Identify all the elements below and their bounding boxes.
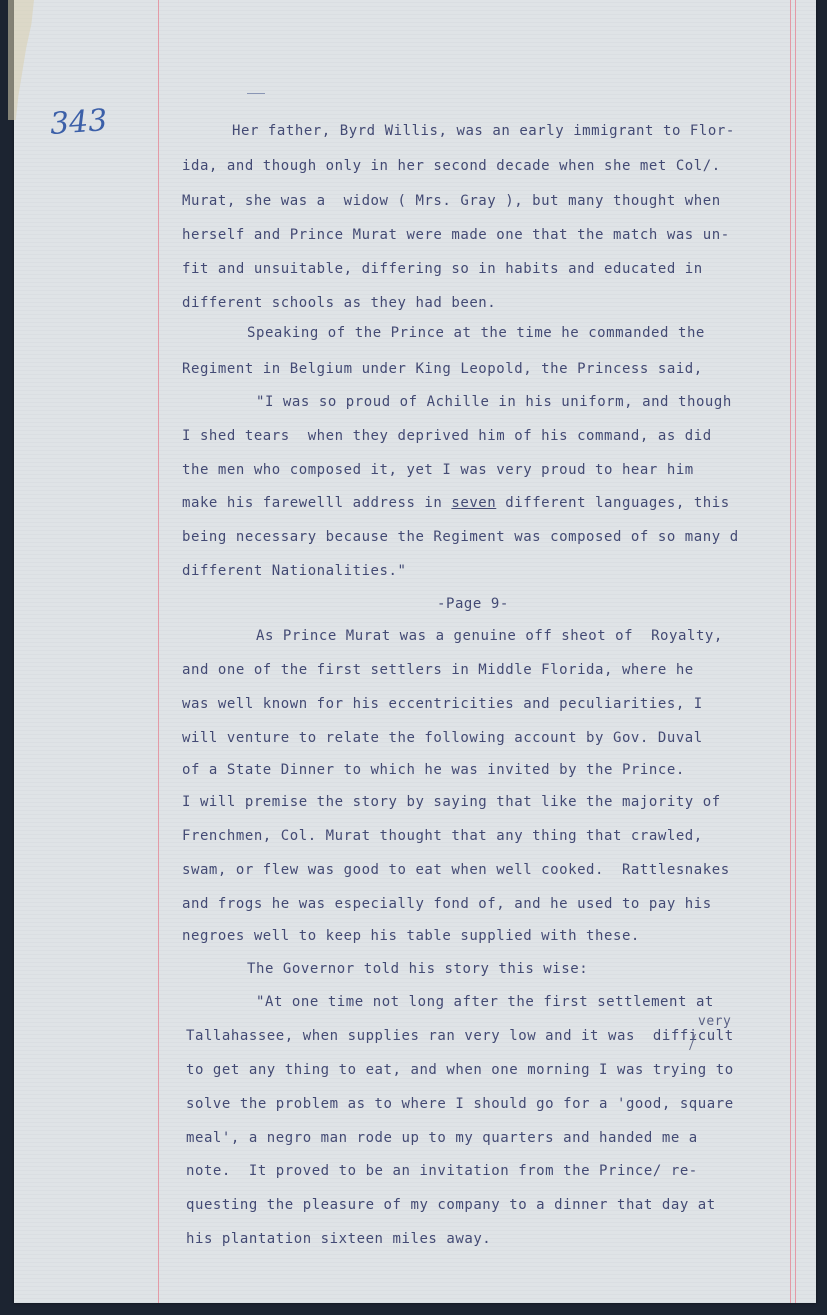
text-line: Speaking of the Prince at the time he commanded the [247, 325, 705, 341]
text-line: meal', a negro man rode up to my quarters and handed me a [186, 1130, 698, 1146]
text-line: fit and unsuitable, differing so in habits and educated in [182, 261, 703, 277]
right-margin-line [790, 0, 791, 1303]
text-line: swam, or flew was good to eat when well cooked. Rattlesnakes [182, 862, 730, 878]
text-line: and frogs he was especially fond of, and he used to pay his [182, 896, 712, 912]
text-line: was well known for his eccentricities and peculiarities, I [182, 696, 703, 712]
text-line [182, 495, 730, 511]
text-line: "At one time not long after the first settlement at [256, 994, 714, 1010]
text-line: different Nationalities." [182, 563, 407, 579]
text-line: the men who composed it, yet I was very proud to hear him [182, 462, 694, 478]
text-line: negroes well to keep his table supplied with these. [182, 928, 640, 944]
text-line: The Governor told his story this wise: [247, 961, 589, 977]
top-dash [247, 93, 265, 94]
text-line: I shed tears when they deprived him of his command, as did [182, 428, 712, 444]
text-line: herself and Prince Murat were made one that the match was un- [182, 227, 730, 243]
text-segment: make his farewelll address in [182, 495, 452, 511]
text-line: As Prince Murat was a genuine off sheot of Royalty, [256, 628, 723, 644]
underlined-word: seven [451, 495, 497, 511]
torn-edge [8, 0, 34, 120]
text-line: different schools as they had been. [182, 295, 497, 311]
text-segment: different languages, this [496, 495, 730, 511]
text-line: note. It proved to be an invitation from the Prince/ re- [186, 1163, 698, 1179]
text-line: of a State Dinner to which he was invited by the Prince. [182, 762, 685, 778]
text-line: will venture to relate the following account by Gov. Duval [182, 730, 703, 746]
text-line: Tallahassee, when supplies ran very low and it was difficult [186, 1028, 734, 1044]
handwritten-insertion: very [698, 1014, 732, 1029]
text-line: and one of the first settlers in Middle Florida, where he [182, 662, 694, 678]
text-line: -Page 9- [437, 596, 509, 612]
page-number: 343 [48, 103, 109, 142]
text-line: ida, and though only in her second decade when she met Col/. [182, 158, 721, 174]
text-line: "I was so proud of Achille in his uniform, and though [256, 394, 732, 410]
text-line: to get any thing to eat, and when one morning I was trying to [186, 1062, 734, 1078]
text-line: Her father, Byrd Willis, was an early immigrant to Flor- [232, 123, 735, 139]
text-line: I will premise the story by saying that like the majority of [182, 794, 721, 810]
text-line: Murat, she was a widow ( Mrs. Gray ), but many thought when [182, 193, 721, 209]
text-line: Regiment in Belgium under King Leopold, the Princess said, [182, 361, 703, 377]
text-line: solve the problem as to where I should go for a 'good, square [186, 1096, 734, 1112]
left-margin-line [158, 0, 159, 1303]
text-line: his plantation sixteen miles away. [186, 1231, 492, 1247]
text-line: being necessary because the Regiment was composed of so many d [182, 529, 739, 545]
right-margin-line-2 [795, 0, 796, 1303]
text-line: Frenchmen, Col. Murat thought that any thing that crawled, [182, 828, 703, 844]
text-line: questing the pleasure of my company to a dinner that day at [186, 1197, 716, 1213]
